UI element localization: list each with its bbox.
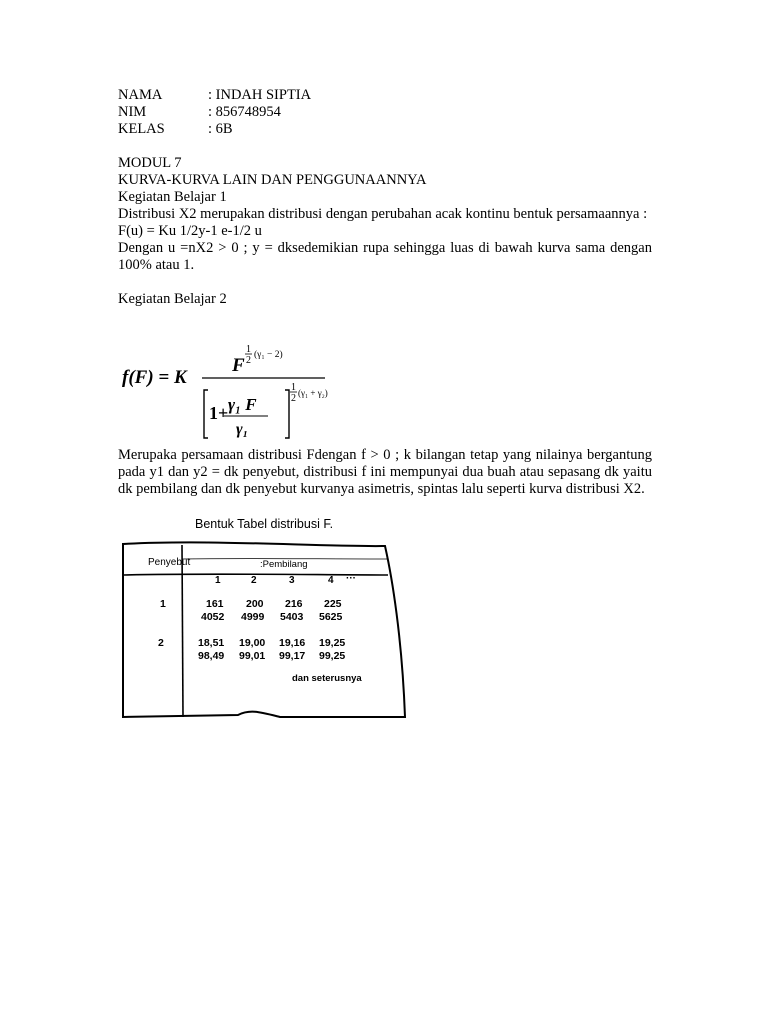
col-header-2: 2 <box>251 575 257 586</box>
kb1-heading: Kegiatan Belajar 1 <box>118 189 227 205</box>
formula-den-one: 1+ <box>209 403 229 423</box>
col-header-1: 1 <box>215 575 221 586</box>
cell-r2-l2-c3: 99,17 <box>279 650 306 662</box>
formula-den-exp-den: 2 <box>291 393 296 404</box>
cell-r1-l2-c4: 5625 <box>319 611 343 623</box>
formula-den-frac-den: γ₁ <box>236 421 249 438</box>
name-label: NAMA <box>118 87 163 103</box>
f-distribution-formula <box>120 340 330 445</box>
formula-num-exp-den: 2 <box>246 355 251 366</box>
cell-r1-l1-c2: 200 <box>246 598 264 610</box>
formula-den-exp-tail: (γ₁ + γ₂) <box>298 388 328 398</box>
nim-value: : 856748954 <box>208 104 281 120</box>
cell-r1-l1-c4: 225 <box>324 598 342 610</box>
cell-r2-l1-c1: 18,51 <box>198 637 225 649</box>
row-penyebut-1: 1 <box>160 598 166 610</box>
name-value: : INDAH SIPTIA <box>208 87 312 103</box>
cell-r2-l2-c2: 99,01 <box>239 650 266 662</box>
kb2-heading: Kegiatan Belajar 2 <box>118 291 227 307</box>
kb2-paragraph: Merupaka persamaan distribusi Fdengan f > 0 ; k bilangan tetap yang nilainya bergantung pada y1 dan y2 = dk penyebut, distribusi f ini mempunyai dua buah atau sepasang dk yaitu dk pembilang dan dk penyebut kurvanya asimetris, spintas lalu seperti kurva distribusi X2. <box>118 447 652 497</box>
module-number: MODUL 7 <box>118 155 182 171</box>
nim-row <box>118 104 652 121</box>
document-body <box>118 87 652 308</box>
f-table-figure <box>120 517 410 722</box>
kb1-paragraph-1: Distribusi X2 merupakan distribusi dengan perubahan acak kontinu bentuk persamaannya : <box>118 206 648 222</box>
cell-r1-l2-c1: 4052 <box>201 611 225 623</box>
class-value: : 6B <box>208 121 233 137</box>
row-penyebut-2: 2 <box>158 637 164 649</box>
module-title: KURVA-KURVA LAIN DAN PENGGUNAANNYA <box>118 172 427 188</box>
cell-r2-l2-c4: 99,25 <box>319 650 346 662</box>
penyebut-header: Penyebut <box>148 557 191 568</box>
formula-lhs: f(F) = K <box>122 367 187 388</box>
formula-num-exp-tail: (γ₁ − 2) <box>254 350 283 360</box>
class-label: KELAS <box>118 121 165 137</box>
f-table-title: Bentuk Tabel distribusi F. <box>195 517 334 531</box>
formula-den-frac-num: γ₁ F <box>228 395 257 414</box>
cell-r2-l2-c1: 98,49 <box>198 650 225 662</box>
col-header-3: 3 <box>289 575 295 586</box>
cell-r2-l1-c4: 19,25 <box>319 637 346 649</box>
class-row <box>118 121 652 138</box>
name-row <box>118 87 652 104</box>
cell-r1-l2-c3: 5403 <box>280 611 304 623</box>
cell-r1-l2-c2: 4999 <box>241 611 265 623</box>
col-header-more: ··· <box>346 573 356 584</box>
table-footer: dan seterusnya <box>292 673 362 684</box>
kb1-paragraph-2: Dengan u =nX2 > 0 ; y = dksedemikian rupa sehingga luas di bawah kurva sama dengan 100% atau 1. <box>118 240 652 273</box>
formula-den-exp-num: 1 <box>291 382 296 393</box>
cell-r2-l1-c2: 19,00 <box>239 637 266 649</box>
nim-label: NIM <box>118 104 147 120</box>
cell-r1-l1-c1: 161 <box>206 598 224 610</box>
col-header-4: 4 <box>328 575 334 586</box>
formula-num-base: F <box>232 355 245 376</box>
cell-r2-l1-c3: 19,16 <box>279 637 306 649</box>
formula-num-exp-num: 1 <box>246 344 251 355</box>
cell-r1-l1-c3: 216 <box>285 598 303 610</box>
kb1-formula: F(u) = Ku 1/2y-1 e-1/2 u <box>118 223 262 239</box>
pembilang-header: :Pembilang <box>260 559 308 570</box>
